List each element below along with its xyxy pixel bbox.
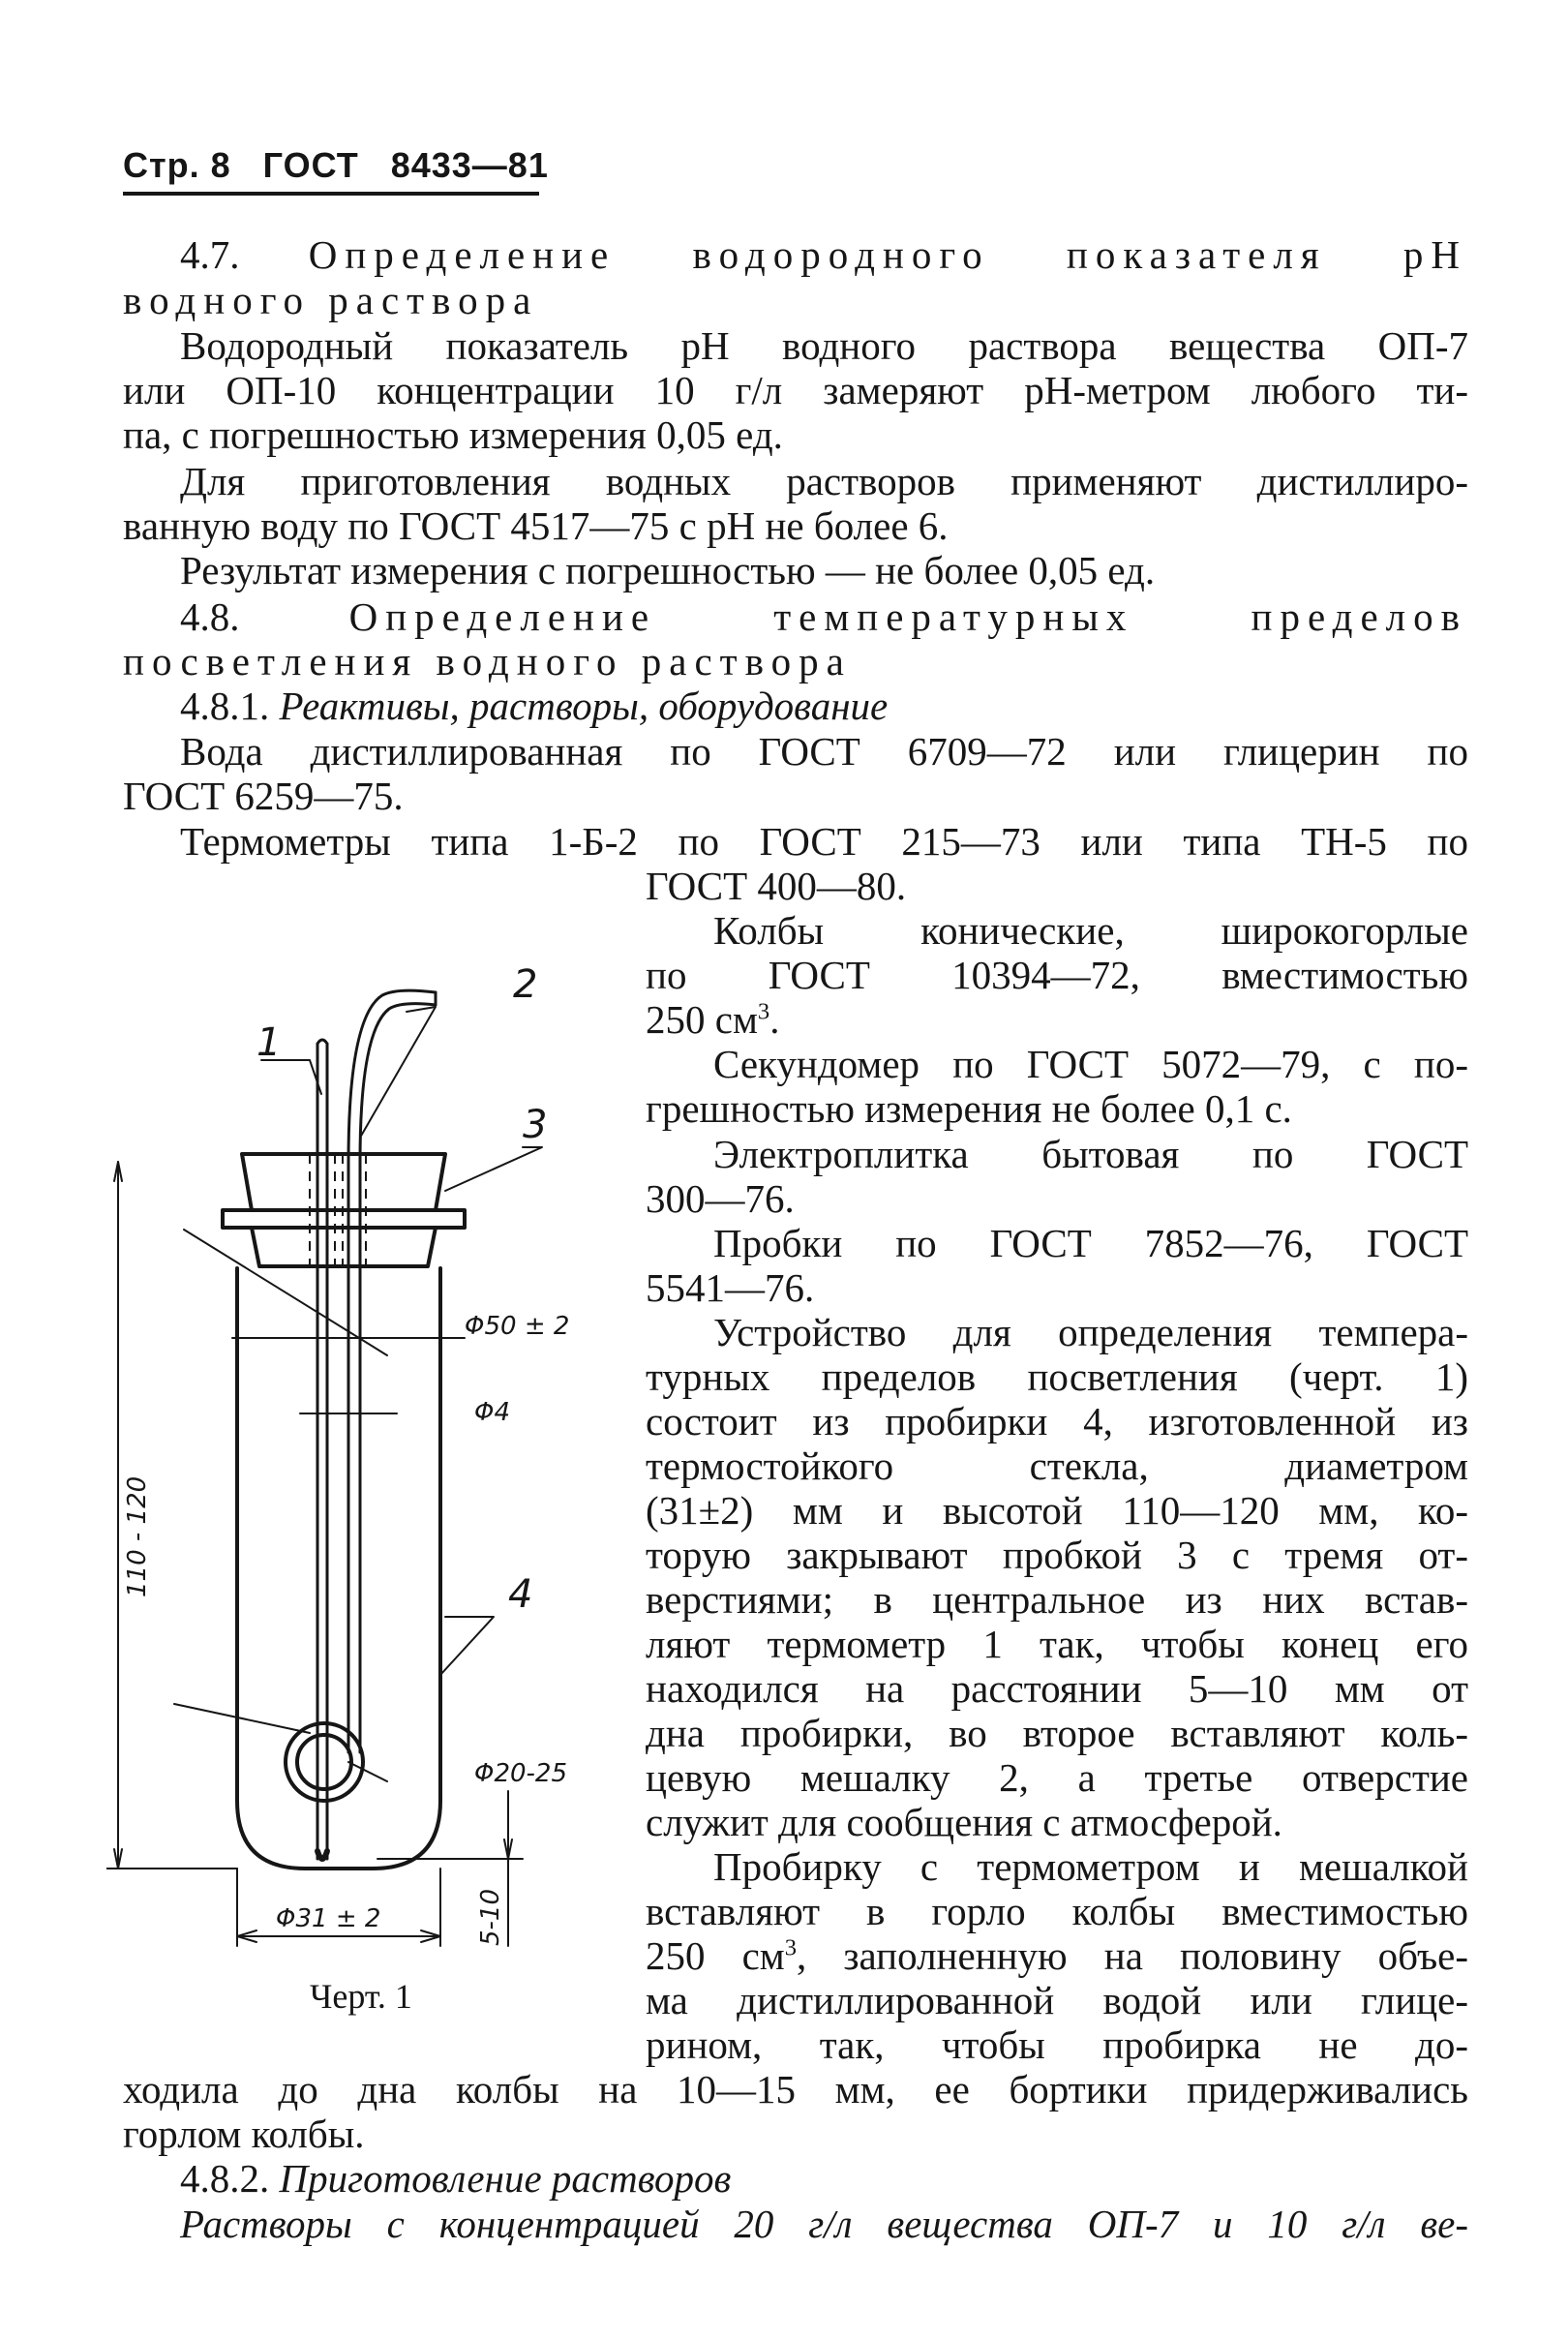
label-gap: 5-10 (476, 1888, 505, 1946)
section-4-7-paragraph-1: Водородный показатель pH водного раствора вещества ОП-7 или ОП-10 концентрации 10 г/л замеряют pH-метром любого ти- па, с погрешностью измерения 0,05 ед. (123, 323, 1468, 457)
section-4-7-paragraph-2: Для приготовления водных растворов применяют дистиллиро- ванную воду по ГОСТ 4517—75 с pH не более 6. (123, 459, 1468, 548)
stoppers-paragraph: Пробки по ГОСТ 7852—76, ГОСТ 5541—76. (646, 1221, 1468, 1310)
label-d20-25: Φ20-25 (474, 1759, 568, 1788)
insert-paragraph-full: ходила до дна колбы на 10—15 мм, ее бортики придерживались горлом колбы. (123, 2067, 1468, 2156)
page-label: Стр. 8 (123, 145, 231, 185)
section-4-8-title-line2: посветления водного раствора (123, 639, 852, 684)
label-4: 4 (508, 1572, 533, 1617)
label-3: 3 (523, 1103, 548, 1147)
water-paragraph: Вода дистиллированная по ГОСТ 6709—72 или глицерин по ГОСТ 6259—75. (123, 729, 1468, 818)
label-height: 110 - 120 (123, 1475, 152, 1597)
stove-paragraph: Электроплитка бытовая по ГОСТ 300—76. (646, 1132, 1468, 1221)
figure-drawing (106, 900, 610, 1985)
section-4-7-title-line2: водного раствора (123, 278, 539, 322)
section-4-7-title-line1: 4.7. Определение водородного показателя pH (180, 232, 1467, 277)
label-d4: Φ4 (474, 1398, 511, 1427)
label-2: 2 (513, 962, 538, 1007)
thermometers-paragraph: Термометры типа 1-Б-2 по ГОСТ 215—73 или типа ТН-5 по ГОСТ 400—80. (180, 819, 1468, 908)
standard-number: 8433—81 (390, 145, 549, 185)
section-4-8-2-heading: 4.8.2. Приготовление растворов (180, 2156, 732, 2201)
section-4-7-paragraph-3: Результат измерения с погрешностью — не более 0,05 ед. (180, 548, 1156, 593)
insert-paragraph-column: Пробирку с термометром и мешалкой вставляют в горло колбы вместимостью 250 $см^3$, заполненную на половину объе- ма дистиллированной водой или глице- рином, так, чтобы пробирка не до- (646, 1844, 1469, 2067)
last-line: Растворы с концентрацией 20 г/л вещества ОП-7 и 10 г/л ве- (180, 2202, 1468, 2246)
device-paragraph: Устройство для определения темпера- турных пределов посветления (черт. 1) состоит из пробирки 4, изготовленной из термостойкого стекла, диаметром (31±2) мм и высотой 110—120 мм, ко- торую закрывают пробкой 3 с тремя от- верстиями; в центральное из них встав- ляют термометр 1 так, чтобы конец его находился на расстоянии 5—10 мм от дна пробирки, во второе вставляют коль- цевую мешалку 2, а третье отверстие служит для сообщения с атмосферой. (646, 1310, 1468, 1844)
section-4-8-1-heading: 4.8.1. Реактивы, растворы, оборудование (180, 684, 889, 728)
page-header (123, 145, 549, 186)
label-1: 1 (256, 1020, 282, 1065)
stopwatch-paragraph: Секундомер по ГОСТ 5072—79, с по- грешностью измерения не более 0,1 с. (646, 1042, 1468, 1131)
standard-label: ГОСТ (262, 145, 359, 185)
flasks-paragraph: Колбы конические, широкогорлые по ГОСТ 10394—72, вместимостью 250 $см^3$. (646, 908, 1468, 1042)
label-d31: Φ31 ± 2 (276, 1904, 381, 1933)
figure-caption: Черт. 1 (310, 1977, 412, 2016)
test-tube-4 (237, 1268, 440, 1869)
label-d50: Φ50 ± 2 (465, 1312, 570, 1341)
header-rule (123, 192, 539, 196)
figure-test-tube-device (106, 900, 610, 1985)
section-4-8-title-line1: 4.8. Определение температурных пределов (180, 594, 1467, 639)
